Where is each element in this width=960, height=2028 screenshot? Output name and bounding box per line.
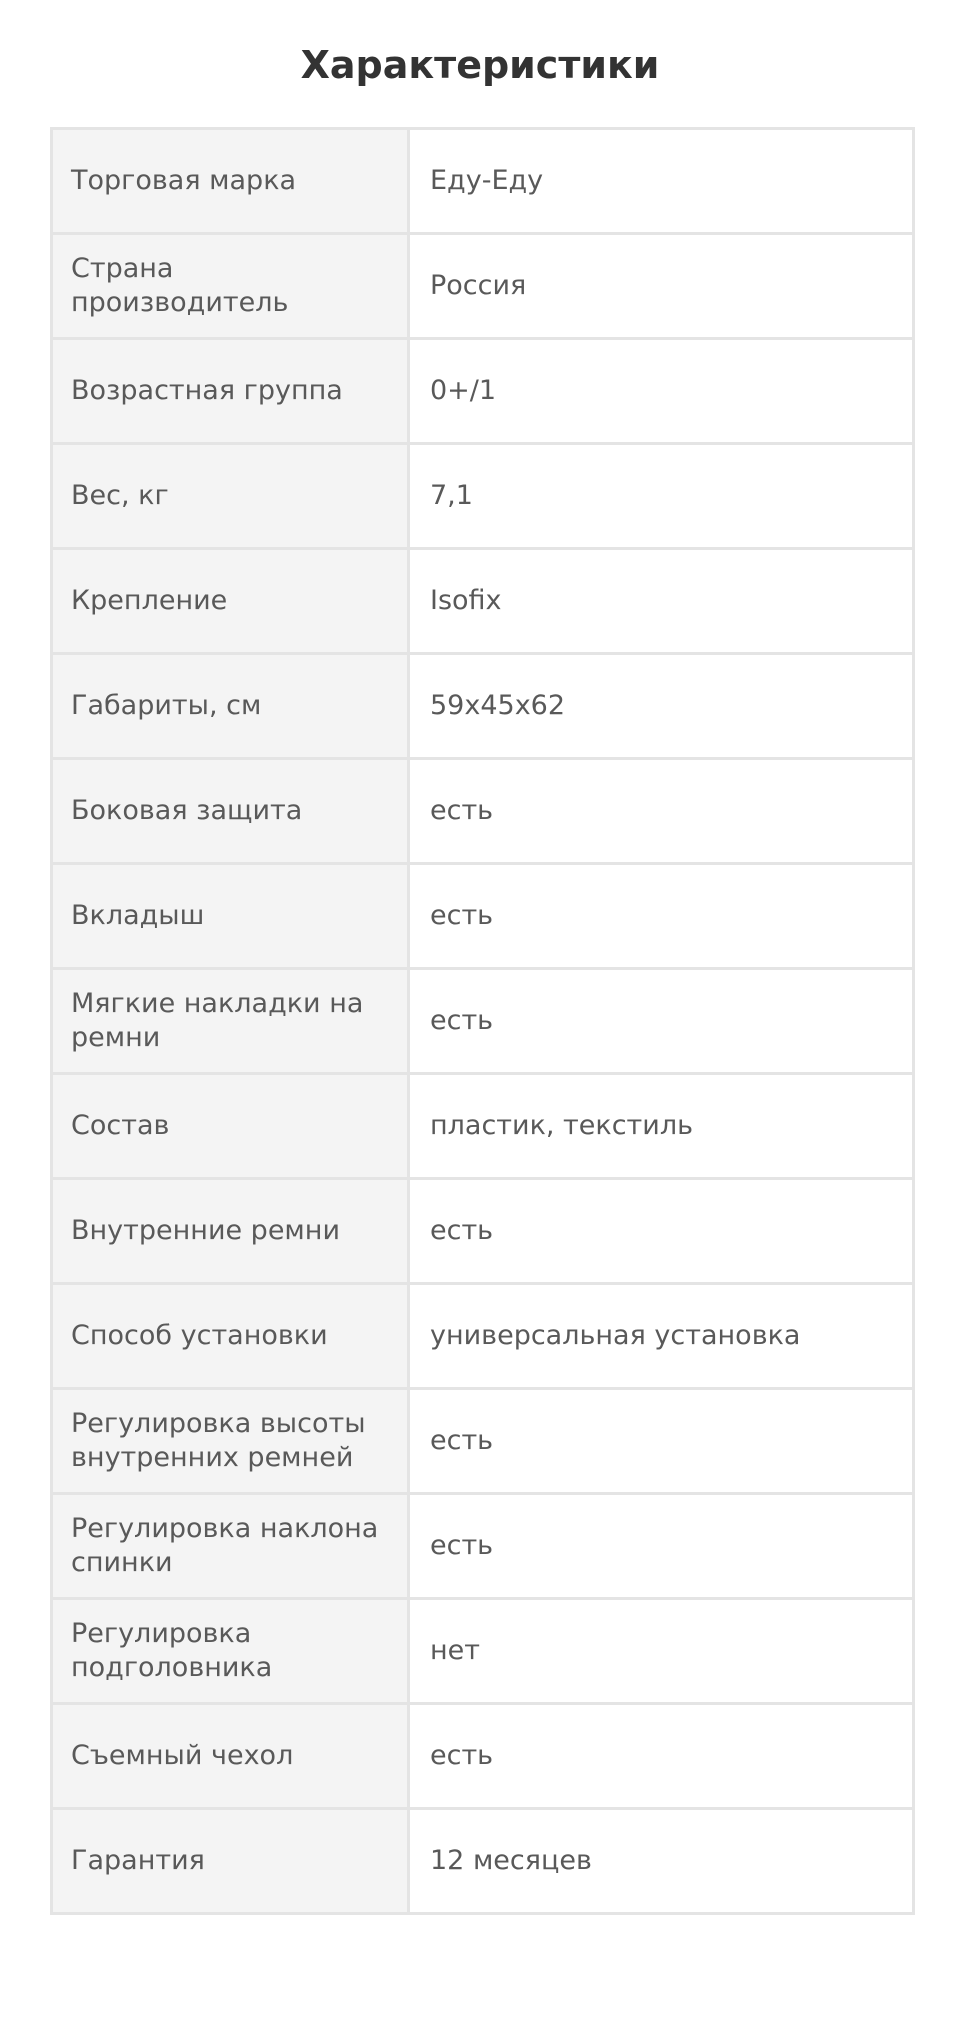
specs-table [50,127,915,1915]
spec-value: Россия [409,234,914,339]
spec-label: Гарантия [52,1809,409,1914]
spec-label: Мягкие накладки на ремни [52,969,409,1074]
spec-label: Внутренние ремни [52,1179,409,1284]
spec-value: 12 месяцев [409,1809,914,1914]
table-row [52,654,914,759]
table-row [52,234,914,339]
spec-value: 7,1 [409,444,914,549]
spec-label: Боковая защита [52,759,409,864]
page-title: Характеристики [300,43,660,87]
spec-value: есть [409,1704,914,1809]
table-row [52,339,914,444]
spec-label: Съемный чехол [52,1704,409,1809]
spec-value: универсальная установка [409,1284,914,1389]
spec-value: есть [409,759,914,864]
table-row [52,864,914,969]
spec-label: Регулировка наклона спинки [52,1494,409,1599]
table-row [52,444,914,549]
table-row [52,1809,914,1914]
spec-label: Возрастная группа [52,339,409,444]
spec-label: Габариты, см [52,654,409,759]
spec-label: Вес, кг [52,444,409,549]
table-row [52,1704,914,1809]
spec-label: Вкладыш [52,864,409,969]
spec-label: Способ установки [52,1284,409,1389]
table-row [52,1179,914,1284]
spec-value: есть [409,1389,914,1494]
spec-value: Еду-Еду [409,129,914,234]
table-row [52,1284,914,1389]
spec-value: Isofix [409,549,914,654]
spec-label: Крепление [52,549,409,654]
table-row [52,129,914,234]
spec-value: нет [409,1599,914,1704]
spec-label: Состав [52,1074,409,1179]
table-row [52,759,914,864]
table-row [52,1389,914,1494]
spec-value: есть [409,864,914,969]
table-row [52,1074,914,1179]
spec-label: Страна производитель [52,234,409,339]
spec-value: пластик, текстиль [409,1074,914,1179]
spec-value: есть [409,969,914,1074]
spec-value: есть [409,1179,914,1284]
table-row [52,1494,914,1599]
table-row [52,969,914,1074]
spec-label: Регулировка высоты внутренних ремней [52,1389,409,1494]
table-row [52,1599,914,1704]
table-row [52,549,914,654]
spec-label: Регулировка подголовника [52,1599,409,1704]
spec-value: 59x45x62 [409,654,914,759]
spec-label: Торговая марка [52,129,409,234]
spec-value: есть [409,1494,914,1599]
spec-value: 0+/1 [409,339,914,444]
